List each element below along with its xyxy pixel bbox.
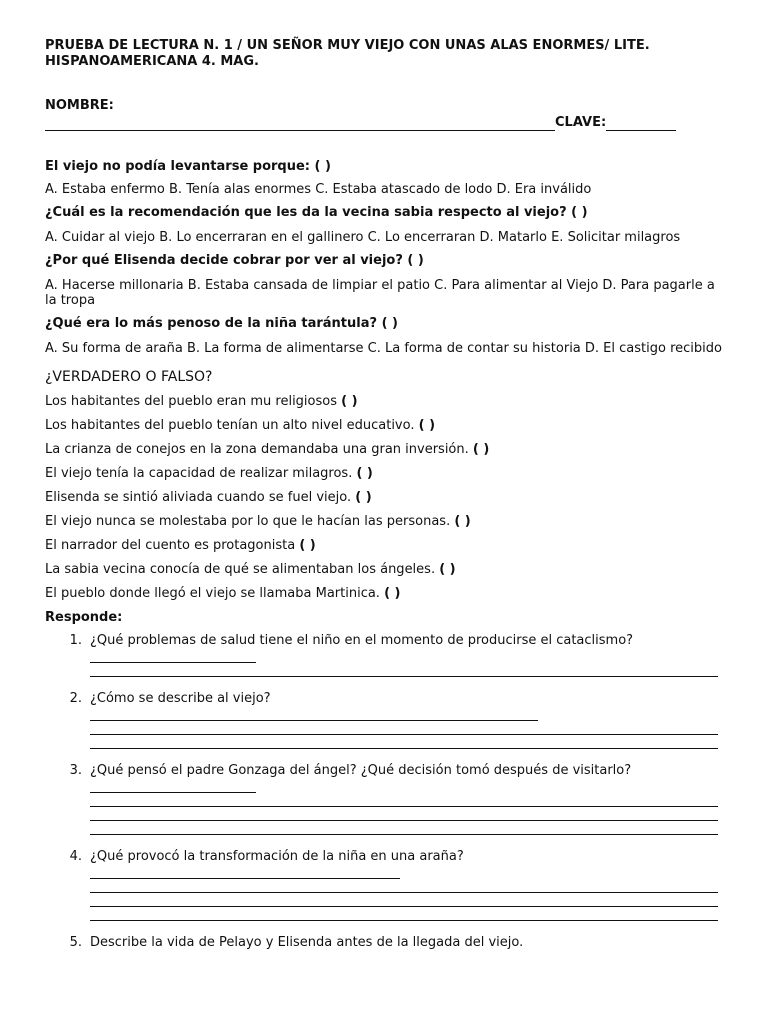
- answer-lines[interactable]: [90, 649, 724, 677]
- tf-item: El narrador del cuento es protagonista ( ): [45, 538, 316, 553]
- tf-item: El pueblo donde llegó el viejo se llamaba Martinica. ( ): [45, 586, 401, 601]
- multiple-choice-section: [45, 159, 724, 356]
- question-number: 4.: [69, 849, 82, 864]
- answer-lines[interactable]: [90, 707, 724, 749]
- answer-lines[interactable]: [90, 779, 724, 835]
- question-number: 3.: [69, 763, 82, 778]
- mc-question-block: [45, 316, 724, 356]
- nombre-clave-row: [45, 115, 724, 131]
- mc-question: El viejo no podía levantarse porque: ( ): [45, 159, 331, 174]
- nombre-blank-line[interactable]: [45, 117, 555, 131]
- tf-item: Los habitantes del pueblo tenían un alto nivel educativo. ( ): [45, 418, 436, 433]
- answer-line[interactable]: [90, 649, 256, 663]
- tf-item: Elisenda se sintió aliviada cuando se fuel viejo. ( ): [45, 490, 372, 505]
- open-question-text: ¿Qué provocó la transformación de la niña en una araña?: [90, 849, 464, 864]
- true-false-section: [45, 394, 724, 602]
- mc-question: ¿Por qué Elisenda decide cobrar por ver al viejo? ( ): [45, 253, 424, 268]
- mc-question: ¿Cuál es la recomendación que les da la vecina sabia respecto al viejo? ( ): [45, 205, 588, 220]
- answer-line[interactable]: [90, 663, 718, 677]
- open-question-text: ¿Qué pensó el padre Gonzaga del ángel? ¿Qué decisión tomó después de visitarlo?: [90, 763, 632, 778]
- clave-blank-line[interactable]: [606, 117, 676, 131]
- answer-line[interactable]: [90, 707, 538, 721]
- mc-question-block: [45, 253, 724, 308]
- answer-line[interactable]: [90, 793, 718, 807]
- mc-options: A. Hacerse millonaria B. Estaba cansada de limpiar el patio C. Para alimentar al Viejo D. Para pagarle a la tropa: [45, 278, 715, 308]
- open-question-block: [45, 849, 724, 921]
- answer-line[interactable]: [90, 865, 400, 879]
- question-number: 2.: [69, 691, 82, 706]
- open-question-block: [45, 691, 724, 749]
- tf-item: La crianza de conejos en la zona demandaba una gran inversión. ( ): [45, 442, 490, 457]
- open-questions-section: [45, 633, 724, 951]
- question-number: 5.: [69, 935, 82, 950]
- open-question-text: ¿Cómo se describe al viejo?: [90, 691, 271, 706]
- tf-item: La sabia vecina conocía de qué se alimentaban los ángeles. ( ): [45, 562, 456, 577]
- answer-line[interactable]: [90, 821, 718, 835]
- tf-item: El viejo nunca se molestaba por lo que le hacían las personas. ( ): [45, 514, 471, 529]
- answer-line[interactable]: [90, 879, 718, 893]
- exam-title: PRUEBA DE LECTURA N. 1 / UN SEÑOR MUY VIEJO CON UNAS ALAS ENORMES/ LITE. HISPANOAMERICANA 4. MAG.: [45, 38, 650, 69]
- tf-item: El viejo tenía la capacidad de realizar milagros. ( ): [45, 466, 373, 481]
- answer-line[interactable]: [90, 907, 718, 921]
- open-question-block: [45, 633, 724, 677]
- open-question-block: [45, 763, 724, 835]
- answer-line[interactable]: [90, 779, 256, 793]
- mc-question-block: [45, 205, 724, 245]
- mc-options: A. Estaba enfermo B. Tenía alas enormes C. Estaba atascado de lodo D. Era inválido: [45, 182, 592, 197]
- open-question-text: ¿Qué problemas de salud tiene el niño en el momento de producirse el cataclismo?: [90, 633, 634, 648]
- answer-line[interactable]: [90, 721, 718, 735]
- answer-line[interactable]: [90, 893, 718, 907]
- answer-line[interactable]: [90, 735, 718, 749]
- mc-question-block: [45, 159, 724, 197]
- open-question-text: Describe la vida de Pelayo y Elisenda antes de la llegada del viejo.: [90, 935, 524, 950]
- tf-item: Los habitantes del pueblo eran mu religiosos ( ): [45, 394, 358, 409]
- answer-line[interactable]: [90, 807, 718, 821]
- answer-lines[interactable]: [90, 865, 724, 921]
- clave-label: CLAVE:: [555, 115, 607, 130]
- responde-label: Responde:: [45, 610, 123, 625]
- true-false-title: ¿VERDADERO O FALSO?: [45, 369, 213, 385]
- open-question-block: [45, 935, 724, 951]
- mc-question: ¿Qué era lo más penoso de la niña tarántula? ( ): [45, 316, 398, 331]
- mc-options: A. Cuidar al viejo B. Lo encerraran en el gallinero C. Lo encerraran D. Matarlo E. Solicitar milagros: [45, 230, 681, 245]
- mc-options: A. Su forma de araña B. La forma de alimentarse C. La forma de contar su historia D. El castigo recibido: [45, 341, 722, 356]
- nombre-label: NOMBRE:: [45, 98, 114, 113]
- question-number: 1.: [69, 633, 82, 648]
